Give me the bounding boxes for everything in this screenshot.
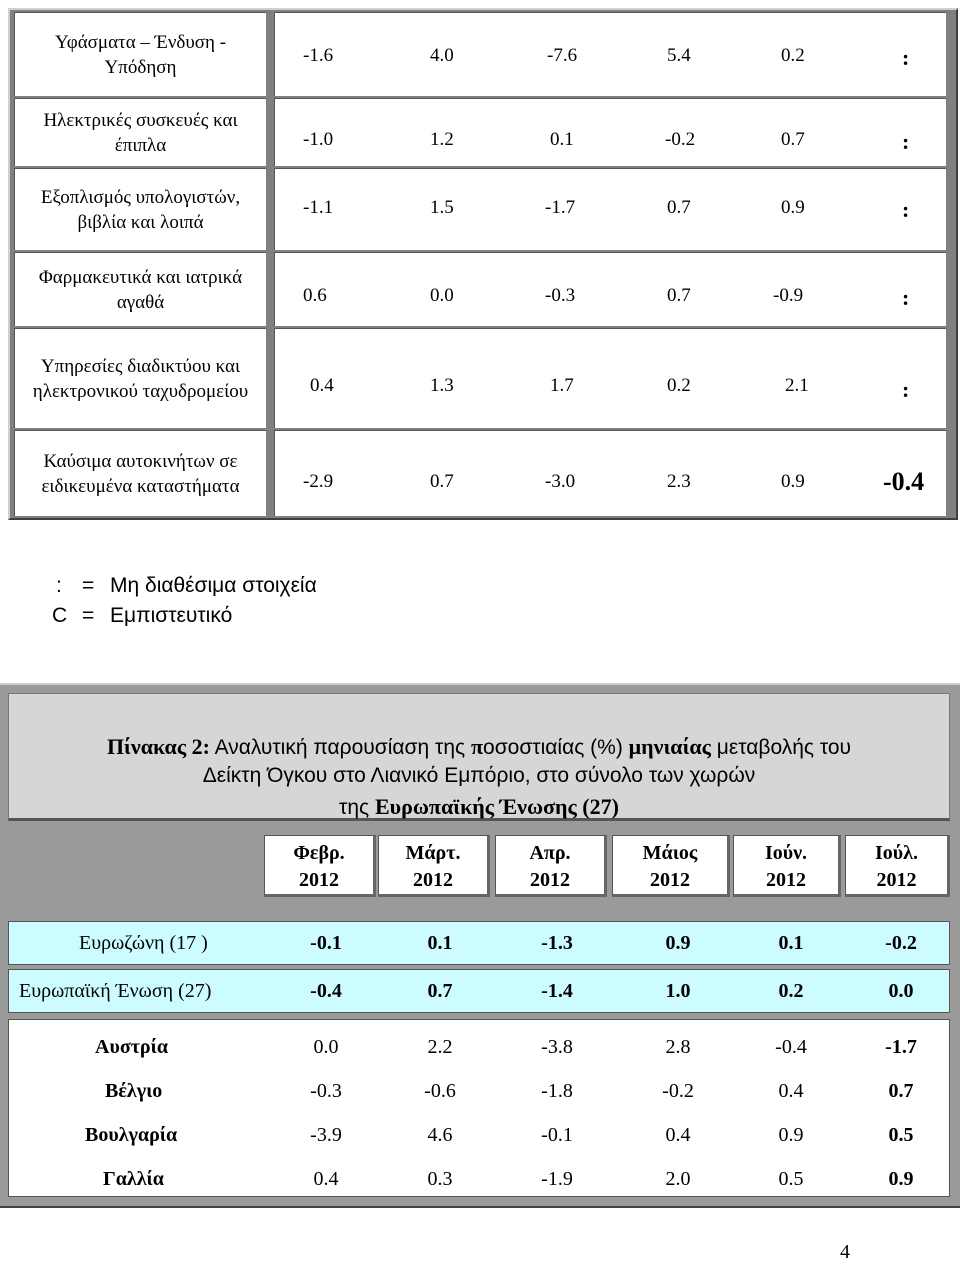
value-cell: -1.8 — [541, 1080, 573, 1102]
row-label: Εξοπλισμός υπολογιστών, βιβλία και λοιπά — [14, 168, 266, 250]
legend-text: Εμπιστευτικό — [110, 604, 233, 627]
row-values — [274, 168, 946, 250]
row-label: Ευρωζώνη (17 ) — [79, 932, 208, 954]
table-title — [8, 693, 950, 821]
value-cell: : — [902, 45, 910, 70]
value-cell: : — [902, 377, 910, 402]
value-cell: 1.0 — [665, 980, 691, 1002]
value-cell: 0.7 — [781, 129, 805, 150]
value-cell: -1.3 — [541, 932, 573, 954]
row-values — [274, 328, 946, 428]
column-header — [495, 835, 607, 897]
value-cell: 1.5 — [430, 197, 454, 218]
row-values — [274, 252, 946, 326]
country-rows — [8, 1019, 950, 1197]
value-cell: 0.2 — [778, 980, 804, 1002]
header-month: Μάιος — [642, 842, 698, 864]
value-cell: -0.3 — [545, 285, 576, 306]
value-cell: 0.0 — [430, 285, 454, 306]
value-cell: 2.1 — [785, 375, 809, 396]
row-label: Καύσιμα αυτοκινήτων σε ειδικευμένα καταστήματα — [14, 430, 266, 516]
value-cell: -0.4 — [310, 980, 342, 1002]
value-cell: 0.9 — [665, 932, 691, 954]
row-label: Βουλγαρία — [85, 1124, 178, 1146]
title-line-2: Δείκτη Όγκου στο Λιανικό Εμπόριο, στο σύνολο των χωρών — [202, 764, 756, 787]
value-cell: : — [902, 285, 910, 310]
value-cell: 0.9 — [781, 197, 805, 218]
value-cell: -1.0 — [303, 129, 334, 150]
row-values — [274, 98, 946, 166]
value-cell: -0.3 — [310, 1080, 342, 1102]
value-cell: -1.7 — [885, 1036, 917, 1058]
value-cell: 0.9 — [778, 1124, 804, 1146]
value-cell: 1.2 — [430, 129, 454, 150]
column-header — [264, 835, 376, 897]
column-header — [378, 835, 490, 897]
table-row — [9, 1068, 949, 1112]
value-cell: -0.4 — [883, 467, 925, 496]
table-row — [9, 1024, 949, 1068]
value-cell: -3.9 — [310, 1124, 342, 1146]
value-cell: 0.4 — [310, 375, 334, 396]
value-cell: -1.1 — [303, 197, 334, 218]
legend-symbol: C — [52, 604, 68, 627]
value-cell: -3.8 — [541, 1036, 573, 1058]
value-cell: 4.6 — [427, 1124, 453, 1146]
header-month: Μάρτ. — [405, 842, 461, 864]
value-cell: : — [902, 197, 910, 222]
row-label: Υφάσματα – Ένδυση - Υπόδηση — [14, 12, 266, 96]
header-month: Ιούν. — [764, 842, 808, 864]
header-year: 2012 — [650, 869, 690, 891]
legend-equals: = — [82, 574, 95, 597]
row-label: Ηλεκτρικές συσκευές και έπιπλα — [14, 98, 266, 166]
value-cell: 0.5 — [778, 1168, 804, 1190]
value-cell: 2.8 — [665, 1036, 691, 1058]
value-cell: -0.9 — [773, 285, 804, 306]
row-values — [274, 12, 946, 96]
header-year: 2012 — [766, 869, 806, 891]
page-number: 4 — [840, 1241, 850, 1263]
value-cell: 0.5 — [888, 1124, 914, 1146]
row-label: Αυστρία — [95, 1036, 168, 1058]
legend-symbol: : — [56, 574, 62, 597]
title-text: μεταβολής του — [710, 736, 852, 759]
header-month: Απρ. — [529, 842, 571, 864]
value-cell: 5.4 — [667, 45, 691, 66]
zone-row-eu27 — [8, 969, 950, 1013]
value-cell: -2.9 — [303, 471, 334, 492]
header-year: 2012 — [876, 869, 917, 891]
value-cell: 4.0 — [430, 45, 454, 66]
value-cell: -3.0 — [545, 471, 576, 492]
category-table — [8, 8, 958, 520]
row-values — [274, 430, 946, 516]
title-text: Αναλυτική παρουσίαση της — [209, 736, 471, 759]
table-row — [9, 1112, 949, 1156]
value-cell: -0.2 — [662, 1080, 694, 1102]
value-cell: -1.7 — [545, 197, 576, 218]
title-line-3 — [9, 794, 949, 820]
title-bold-word: μηνιαίας — [628, 734, 711, 759]
table-row — [9, 1156, 949, 1200]
value-cell: -0.6 — [424, 1080, 456, 1102]
value-cell: 0.7 — [888, 1080, 914, 1102]
value-cell: 0.1 — [550, 129, 574, 150]
value-cell: 0.7 — [430, 471, 454, 492]
value-cell: 0.6 — [303, 285, 327, 306]
value-cell: 0.4 — [313, 1168, 339, 1190]
value-cell: 0.3 — [427, 1168, 453, 1190]
legend-text: Μη διαθέσιμα στοιχεία — [110, 574, 317, 597]
column-header — [612, 835, 730, 897]
value-cell: -1.4 — [541, 980, 573, 1002]
title-bold-word: Ευρωπαϊκής Ένωσης (27) — [374, 794, 619, 819]
zone-row-eurozone — [8, 921, 950, 965]
value-cell: 0.7 — [667, 197, 691, 218]
value-cell: : — [902, 129, 910, 154]
value-cell: 0.1 — [427, 932, 453, 954]
monthly-change-table — [0, 683, 960, 1208]
row-label: Βέλγιο — [105, 1080, 163, 1102]
value-cell: 0.0 — [888, 980, 914, 1002]
value-cell: 0.9 — [781, 471, 805, 492]
row-label: Ευρωπαϊκή Ένωση (27) — [19, 980, 212, 1002]
title-bold-letter: π — [470, 734, 484, 759]
value-cell: 0.7 — [427, 980, 453, 1002]
header-year: 2012 — [530, 869, 570, 891]
value-cell: -0.2 — [665, 129, 696, 150]
value-cell: 0.2 — [667, 375, 691, 396]
value-cell: 2.0 — [665, 1168, 691, 1190]
header-month: Ιούλ. — [875, 842, 918, 864]
value-cell: 0.2 — [781, 45, 805, 66]
value-cell: 0.7 — [667, 285, 691, 306]
value-cell: 1.3 — [430, 375, 454, 396]
value-cell: 0.4 — [665, 1124, 691, 1146]
header-year: 2012 — [299, 869, 339, 891]
value-cell: -0.1 — [310, 932, 342, 954]
header-month: Φεβρ. — [293, 842, 345, 864]
title-line-1 — [9, 734, 949, 760]
value-cell: 1.7 — [550, 375, 574, 396]
row-label: Φαρμακευτικά και ιατρικά αγαθά — [14, 252, 266, 326]
value-cell: 2.2 — [427, 1036, 453, 1058]
row-label: Υπηρεσίες διαδικτύου και ηλεκτρονικού ταχυδρομείου — [14, 328, 266, 428]
value-cell: -0.1 — [541, 1124, 573, 1146]
value-cell: 0.0 — [313, 1036, 339, 1058]
value-cell: -1.6 — [303, 45, 334, 66]
value-cell: 0.4 — [778, 1080, 804, 1102]
value-cell: -1.9 — [541, 1168, 573, 1190]
title-text: της — [339, 796, 375, 819]
value-cell: 2.3 — [667, 471, 691, 492]
title-text: οσοστιαίας (%) — [483, 736, 629, 759]
column-header — [845, 835, 950, 897]
legend-equals: = — [82, 604, 95, 627]
title-bold-label: Πίνακας 2: — [106, 734, 210, 759]
value-cell: -7.6 — [547, 45, 578, 66]
row-label: Γαλλία — [103, 1168, 164, 1190]
header-year: 2012 — [413, 869, 453, 891]
value-cell: 0.1 — [778, 932, 804, 954]
value-cell: -0.4 — [775, 1036, 807, 1058]
value-cell: -0.2 — [885, 932, 917, 954]
value-cell: 0.9 — [888, 1168, 914, 1190]
column-header — [733, 835, 841, 897]
